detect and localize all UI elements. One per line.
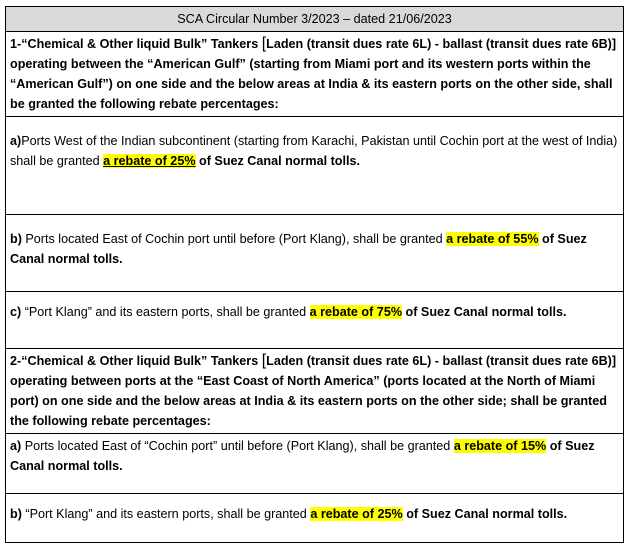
text-run: “Port Klang” and its eastern ports, shall be granted	[21, 305, 310, 319]
rebate-highlight: a rebate of 25%	[310, 507, 403, 521]
text-run: Ports West of the Indian subcontinent (starting from Karachi, Pakistan until Cochin port at the west of India) shall be granted	[10, 134, 618, 168]
text-run: 2-“Chemical & Other liquid Bulk” Tankers	[10, 354, 262, 368]
text-run: b)	[10, 232, 22, 246]
section-2-item-b	[6, 494, 624, 543]
text-run: Laden (transit dues rate 6L) - ballast (transit dues rate 6B)] operating between ports at the “East Coast of North America” (ports located at the North of Miami port) on one side and the below areas at India & its eastern ports on the other side; shall be granted the following rebate percentages:	[10, 354, 617, 428]
text-run: a)	[10, 439, 22, 453]
text-run: Laden (transit dues rate 6L) - ballast (transit dues rate 6B)] operating between the “American Gulf” (starting from Miami port and its western ports within the “American Gulf”) on one side and the below areas at India & its eastern ports on the other side, shall be granted the following rebate percentages:	[10, 37, 617, 111]
section-1-item-b	[6, 215, 624, 292]
text-run: [	[261, 35, 267, 52]
text-run: of Suez Canal normal tolls.	[10, 439, 595, 473]
circular-header: SCA Circular Number 3/2023 – dated 21/06/2023	[6, 7, 624, 32]
section-1-item-a	[6, 117, 624, 215]
rebate-highlight: a rebate of 25%	[103, 154, 196, 168]
text-run: of Suez Canal normal tolls.	[402, 305, 567, 319]
text-run: 1-“Chemical & Other liquid Bulk” Tankers	[10, 37, 262, 51]
text-run: “Port Klang” and its eastern ports, shall be granted	[21, 507, 311, 521]
text-run: a)	[10, 134, 22, 148]
section-1-intro	[6, 32, 624, 117]
text-run: [	[261, 352, 267, 369]
section-2-intro	[6, 349, 624, 434]
circular-table	[5, 6, 624, 543]
text-run: Ports located East of “Cochin port” until before (Port Klang), shall be granted	[21, 439, 454, 453]
rebate-highlight: a rebate of 15%	[453, 439, 547, 453]
text-run: of Suez Canal normal tolls.	[195, 154, 360, 168]
text-run: b)	[10, 507, 22, 521]
text-run: of Suez Canal normal tolls.	[10, 232, 587, 266]
section-2-item-a	[6, 434, 624, 494]
text-run: c)	[10, 305, 22, 319]
rebate-highlight: a rebate of 75%	[309, 305, 403, 319]
text-run: Ports located East of Cochin port until before (Port Klang), shall be granted	[21, 232, 447, 246]
section-1-item-c	[6, 292, 624, 349]
rebate-highlight: a rebate of 55%	[446, 232, 539, 246]
text-run: of Suez Canal normal tolls.	[402, 507, 568, 521]
